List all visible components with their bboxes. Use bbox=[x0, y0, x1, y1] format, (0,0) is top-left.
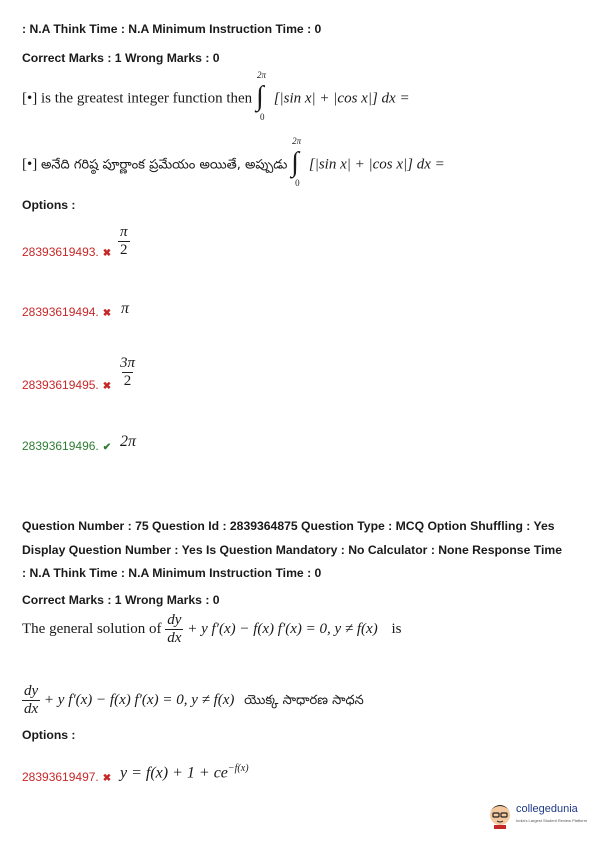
logo-tagline: India's Largest Student Review Platform bbox=[516, 818, 588, 823]
bracket-symbol: [•] bbox=[22, 156, 38, 173]
integral-sign: ∫ 2π 0 bbox=[255, 70, 266, 122]
wrong-icon: ✖ bbox=[102, 248, 112, 259]
integrand: [|sin x| + |cos x|] dx = bbox=[308, 156, 445, 173]
option-value: $\frac{\pi}{2}$ bbox=[120, 224, 128, 258]
derivative-fraction: $\frac{dy}{dx}$ bbox=[167, 612, 182, 646]
option-id: 28393619494. bbox=[22, 305, 99, 319]
option-row bbox=[22, 770, 111, 784]
option-value: 2π bbox=[120, 433, 137, 450]
q74-meta: : N.A Think Time : N.A Minimum Instruction Time : 0 bbox=[22, 22, 322, 36]
option-row bbox=[22, 439, 111, 453]
option-id: 28393619495. bbox=[22, 378, 99, 392]
q75-marks: Correct Marks : 1 Wrong Marks : 0 bbox=[22, 593, 220, 607]
stem-text: is the greatest integer function then bbox=[41, 90, 253, 107]
option-id: 28393619497. bbox=[22, 770, 99, 784]
q75-meta-1: Question Number : 75 Question Id : 2839364875 Question Type : MCQ Option Shuffling : Yes bbox=[22, 519, 555, 533]
equation: + y f′(x) − f(x) f′(x) = 0, y ≠ f(x) bbox=[43, 691, 235, 708]
option-row bbox=[22, 245, 111, 259]
integral-sign: ∫ 2π 0 bbox=[291, 136, 302, 188]
option-id: 28393619496. bbox=[22, 439, 99, 453]
q75-stem-english bbox=[22, 612, 401, 647]
check-icon: ✔ bbox=[102, 442, 112, 453]
bracket-symbol: [•] bbox=[22, 90, 38, 107]
wrong-icon: ✖ bbox=[102, 773, 112, 784]
option-row bbox=[22, 378, 111, 392]
mascot-icon bbox=[488, 801, 512, 829]
derivative-fraction: $\frac{dy}{dx}$ bbox=[24, 683, 39, 717]
q74-marks: Correct Marks : 1 Wrong Marks : 0 bbox=[22, 51, 220, 65]
option-value: π bbox=[121, 300, 130, 317]
option-value: $\frac{3\pi}{2}$ bbox=[120, 355, 136, 389]
stem-text: The general solution of bbox=[22, 620, 162, 637]
q75-options-label: Options : bbox=[22, 728, 76, 742]
option-id: 28393619493. bbox=[22, 245, 99, 259]
integrand: [|sin x| + |cos x|] dx = bbox=[273, 90, 410, 107]
wrong-icon: ✖ bbox=[102, 308, 112, 319]
collegedunia-logo bbox=[488, 799, 588, 835]
option-row bbox=[22, 305, 111, 319]
option-value: $y = f(x) + 1 + ce^{-f(x)}$ bbox=[120, 763, 249, 782]
q74-options-label: Options : bbox=[22, 198, 76, 212]
wrong-icon: ✖ bbox=[102, 381, 112, 392]
stem-text-telugu: యొక్క సాధారణ సాధన bbox=[244, 692, 364, 708]
equation: + y f′(x) − f(x) f′(x) = 0, y ≠ f(x) bbox=[187, 620, 378, 637]
q74-stem-english bbox=[22, 70, 410, 122]
q75-stem-telugu bbox=[22, 683, 364, 718]
q75-meta-3: : N.A Think Time : N.A Minimum Instruction Time : 0 bbox=[22, 566, 322, 580]
logo-name: collegedunia bbox=[516, 803, 578, 815]
stem-text-end: is bbox=[391, 620, 402, 637]
stem-text-telugu: అనేది గరిష్ఠ పూర్ణాంక ప్రమేయం అయితే, అప్పుడు bbox=[41, 157, 288, 173]
q74-stem-telugu bbox=[22, 136, 445, 188]
q75-meta-2: Display Question Number : Yes Is Question Mandatory : No Calculator : None Response Time bbox=[22, 543, 562, 557]
